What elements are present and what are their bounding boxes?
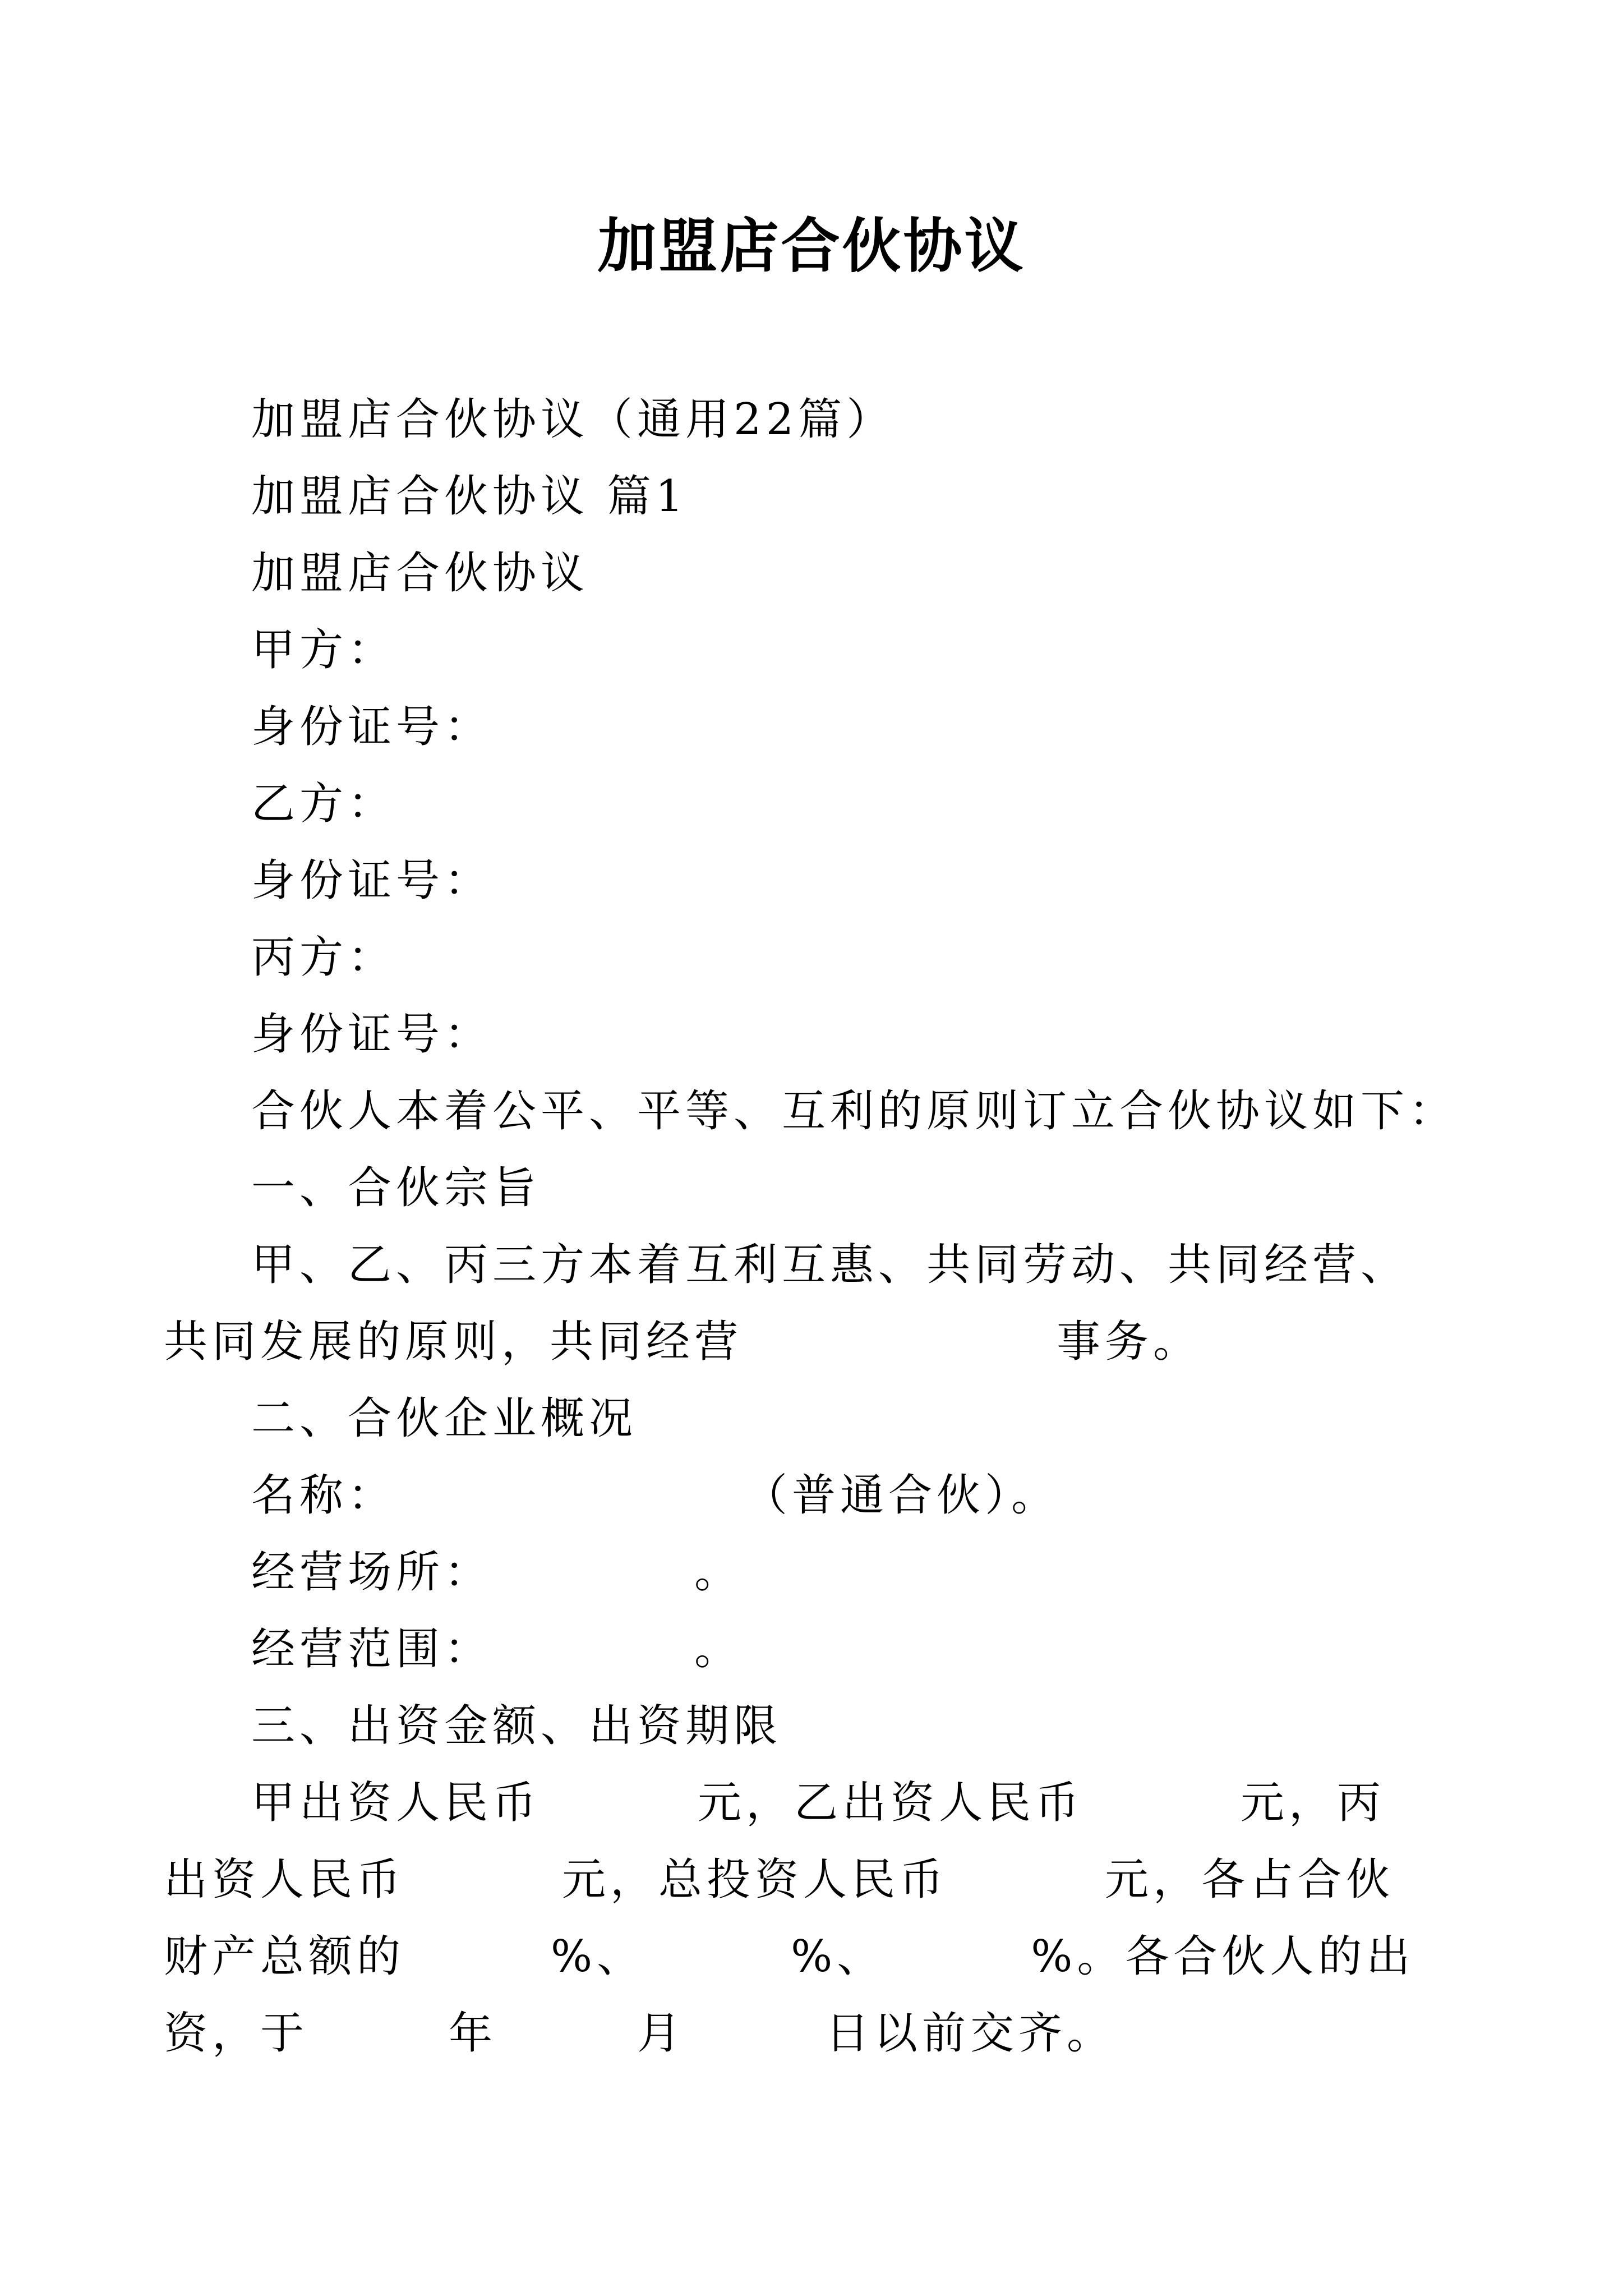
capital-line-2c: 元，各占合伙 — [1105, 1855, 1395, 1905]
company-name-label: 名称： — [251, 1470, 396, 1521]
capital-line-1b: 元，乙出资人民币 — [698, 1778, 1084, 1828]
capital-line-4c: 月 — [637, 2008, 686, 2059]
party-a-id-label: 身份证号： — [251, 702, 493, 752]
business-scope-label: 经营范围： — [251, 1624, 493, 1674]
purpose-line-1: 甲、乙、丙三方本着互利互惠、共同劳动、共同经营、 — [251, 1240, 1409, 1290]
document-title: 加盟店合伙协议 — [597, 211, 1026, 280]
scope-period: 。 — [694, 1624, 743, 1674]
capital-line-3c: %、 — [791, 1931, 886, 1982]
party-c-id-label: 身份证号： — [251, 1009, 493, 1060]
company-type: （普通合伙）。 — [744, 1470, 1060, 1521]
capital-line-4d: 日以前交齐。 — [826, 2008, 1115, 2059]
capital-line-3b: %、 — [551, 1931, 645, 1982]
section-heading-1: 加盟店合伙协议 篇1 — [251, 471, 688, 522]
capital-line-4b: 年 — [449, 2008, 497, 2059]
subtitle-line: 加盟店合伙协议（通用22篇） — [251, 394, 895, 445]
capital-line-3d: %。各合伙人的出 — [1031, 1931, 1415, 1982]
party-b-id-label: 身份证号： — [251, 855, 493, 906]
purpose-line-2: 共同发展的原则，共同经营 — [164, 1317, 743, 1367]
company-name-line — [251, 1457, 1376, 1534]
agreement-name: 加盟店合伙协议 — [251, 548, 589, 599]
business-location-line — [251, 1534, 1376, 1611]
capital-line-4a: 资，于 — [164, 2008, 309, 2059]
location-period: 。 — [694, 1547, 743, 1598]
heading-capital: 三、出资金额、出资期限 — [251, 1701, 782, 1751]
purpose-paragraph — [164, 1227, 1409, 1381]
party-b-label: 乙方： — [251, 779, 396, 829]
heading-purpose: 一、合伙宗旨 — [251, 1163, 541, 1213]
party-c-label: 丙方： — [251, 932, 396, 983]
heading-overview: 二、合伙企业概况 — [251, 1393, 638, 1444]
capital-line-1a: 甲出资人民币 — [251, 1778, 541, 1828]
document-body — [164, 381, 1458, 2072]
business-scope-line — [251, 1611, 1376, 1688]
capital-line-2b: 元，总投资人民币 — [562, 1855, 948, 1905]
capital-line-1c: 元，丙 — [1241, 1778, 1386, 1828]
capital-line-3a: 财产总额的 — [164, 1931, 405, 1982]
preamble: 合伙人本着公平、平等、互利的原则订立合伙协议如下： — [251, 1086, 1458, 1137]
party-a-label: 甲方： — [251, 625, 396, 675]
business-location-label: 经营场所： — [251, 1547, 493, 1598]
purpose-line-2-end: 事务。 — [1057, 1317, 1202, 1367]
capital-line-2a: 出资人民币 — [164, 1855, 405, 1905]
capital-paragraph — [164, 1765, 1415, 2072]
